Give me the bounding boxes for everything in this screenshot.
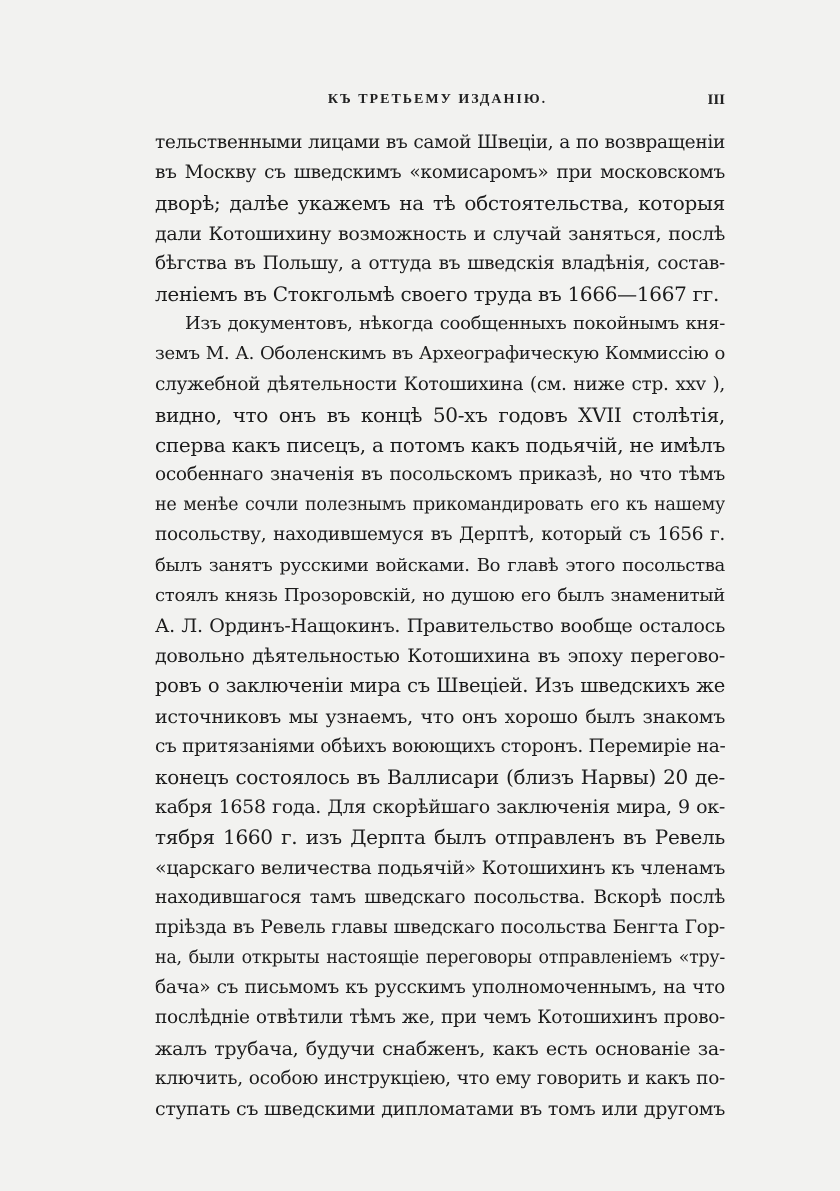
text-line: въ Москву съ шведскимъ «комисаромъ» при московскомъ [155, 162, 725, 184]
page-number: III [707, 92, 725, 108]
text-line: особеннаго значенія въ посольскомъ приказѣ, но что тѣмъ [155, 464, 725, 486]
text-line: тельственными лицами въ самой Швеціи, а по возвращеніи [155, 132, 725, 153]
text-line: былъ занятъ русскими войсками. Во главѣ этого посольства [155, 554, 725, 576]
text-line: ключить, особою инструкціею, что ему говорить и какъ по- [155, 1067, 725, 1089]
text-line: сперва какъ писецъ, а потомъ какъ подьячій, не имѣлъ [155, 432, 725, 457]
text-line: бача» съ письмомъ къ русскимъ уполномоченнымъ, на что [155, 977, 725, 999]
text-line: источниковъ мы узнаемъ, что онъ хорошо былъ знакомъ [155, 705, 725, 728]
text-line: съ притязаніями обѣихъ воюющихъ сторонъ. Перемиріе на- [155, 735, 725, 757]
text-line: «царскаго величества подьячій» Котошихинъ къ членамъ [155, 856, 725, 879]
text-line: не менѣе сочли полезнымъ прикомандировать его къ нашему [155, 495, 725, 516]
text-line: послѣдніе отвѣтили тѣмъ же, при чемъ Котошихинъ прово- [155, 1007, 725, 1029]
body-text [155, 128, 725, 1124]
text-line: Изъ документовъ, нѣкогда сообщенныхъ покойнымъ кня- [185, 313, 725, 335]
text-line: служебной дѣятельности Котошихина (см. ниже стр. xxv ), [155, 373, 725, 395]
text-line: бѣгства въ Польшу, а оттуда въ шведскія владѣнія, состав- [155, 252, 725, 274]
text-line: находившагося тамъ шведскаго посольства. Вскорѣ послѣ [155, 886, 725, 908]
text-line: дворѣ; далѣе укажемъ на тѣ обстоятельства, которыя [155, 191, 725, 216]
running-title: КЪ ТРЕТЬЕМУ ИЗДАНІЮ. [327, 92, 548, 107]
text-line: ступать съ шведскими дипломатами въ томъ или другомъ [155, 1098, 725, 1120]
text-line: жалъ трубача, будучи снабженъ, какъ есть основаніе за- [155, 1037, 725, 1060]
text-line: посольству, находившемуся въ Дерптѣ, который съ 1656 г. [155, 524, 725, 546]
text-line: стоялъ князь Прозоровскій, но душою его былъ знаменитый [155, 584, 725, 606]
text-line: ровъ о заключеніи мира съ Швеціей. Изъ шведскихъ же [155, 674, 725, 698]
text-line: А. Л. Ординъ-Нащокинъ. Правительство вообще осталось [155, 615, 725, 637]
text-line: земъ М. А. Оболенскимъ въ Археографическую Коммиссію о [155, 343, 725, 365]
text-line: кабря 1658 года. Для скорѣйшаго заключенія мира, 9 ок- [155, 796, 725, 819]
text-line: пріѣзда въ Ревель главы шведскаго посольства Бенгта Гор- [155, 916, 725, 938]
text-line: видно, что онъ въ концѣ 50-хъ годовъ XVII столѣтія, [155, 402, 725, 427]
text-line: на, были открыты настоящіе переговоры отправленіемъ «тру- [155, 948, 725, 969]
running-head [150, 92, 725, 116]
text-line: тября 1660 г. изъ Дерпта былъ отправленъ въ Ревель [155, 825, 725, 850]
text-line: дали Котошихину возможность и случай заняться, послѣ [155, 222, 725, 245]
text-line: леніемъ въ Стокгольмѣ своего труда въ 1666—1667 гг. [155, 281, 720, 306]
text-line: довольно дѣятельностью Котошихина въ эпоху перегово- [155, 645, 725, 668]
text-line: конецъ состоялось въ Валлисари (близъ Нарвы) 20 де- [155, 764, 725, 789]
